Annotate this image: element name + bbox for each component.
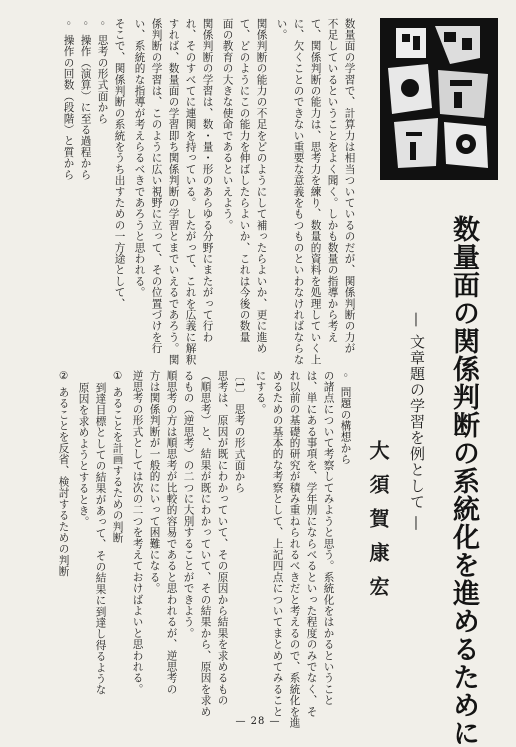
text-column: 数量面の学習で、計算力は相当ついているのだが、関係判断の力が: [343, 18, 356, 354]
text-column: すれば、数量面の学習即ち関係判断の学習とまでいえるであろう。関: [167, 18, 180, 366]
subtitle: — 文章題の学習を例として —: [408, 312, 426, 532]
text-column: めるための基本的な考察として、上記四点についてまとめてみること: [271, 370, 284, 718]
text-column: い、系統的な指導が考えらるべきであろうと思われる。: [133, 18, 146, 298]
text-column: て、関係判断の能力は、思考力を練り、数量的資料を処理していく上: [309, 18, 322, 366]
text-column: ② あることを反省、検討するための判断: [57, 370, 70, 577]
text-column: 係判断の学習は、このように広い視野に立って、その位置づけを行: [150, 18, 163, 354]
text-column: は、単にある事項を、学年別にならべるといった程度のみでなく、そ: [305, 370, 318, 718]
text-column: て、どのようにこの能力を伸ばしたらよいか、これは今後の数量: [238, 18, 251, 343]
text-column: 原因を求めようとするとき。: [77, 382, 90, 528]
text-column: にする。: [254, 370, 267, 415]
text-column: ◦ 操作の回数（段階）と質から: [62, 18, 75, 181]
text-column: 関係判断の学習は、数・量・形のあらゆる分野にまたがって行わ: [201, 18, 214, 343]
page-title: 数量面の関係判断の系統化を進めるために: [448, 215, 479, 747]
text-column: れ、そのすべてに連関を持っている。したがって、これを広義に解釈: [184, 18, 197, 366]
text-column: の諸点について考察してみようと思う。系統化をはかるということ: [322, 370, 335, 706]
author-name: 大須賀康宏: [366, 440, 390, 610]
text-column: （順思考）と、結果が既にわかっていて、その結果から、原因を求め: [199, 370, 212, 718]
text-column: ◦ 問題の構想から: [339, 370, 352, 465]
text-column: に、欠くことのできない重要な意義をもつものといわなければならな: [292, 18, 305, 366]
text-column: 逆思考の形式としては次の二つを考えておけばよいと思われる。: [131, 370, 144, 695]
text-column: 関係判断の能力の不足をどのようにして補ったらよいか、更に進め: [255, 18, 268, 354]
page-number: — 28 —: [235, 716, 281, 727]
text-column: 順思考の方は順思考が比較的容易であると思われるが、逆思考の: [165, 370, 178, 695]
section-heading: 〔1〕 思考の形式面から: [233, 370, 246, 494]
text-column: るもの（逆思考）の二つに大別することができよう。: [182, 370, 195, 639]
text-column: い。: [275, 18, 288, 41]
text-column: 面の教育の大きな使命であるといえよう。: [221, 18, 234, 231]
text-column: ◦ 思考の形式面から: [96, 18, 109, 125]
text-column: 方は関係判断が一般的にいって困難になる。: [148, 370, 161, 594]
text-column: 思考は、原因が既にわかっていて、その原因から結果を求めるもの: [216, 370, 229, 706]
text-column: 不足しているということをよく聞く。しかも数量の指導から考え: [326, 18, 339, 343]
text-column: そこで、関係判断の系統をうち出すための一方途として、: [113, 18, 126, 310]
abstract-woodcut-illustration: [380, 18, 498, 180]
text-column: れ以前の基礎的研究が積み重ねられるべきだと考えるので、系統化を進: [288, 370, 301, 729]
text-column: 到達目標としての結果があって、その結果に到達し得るような: [94, 382, 107, 696]
text-column: ◦ 操作（演算）に至る過程から: [79, 18, 92, 181]
text-column: ① あることを計画するための判断: [111, 370, 124, 544]
